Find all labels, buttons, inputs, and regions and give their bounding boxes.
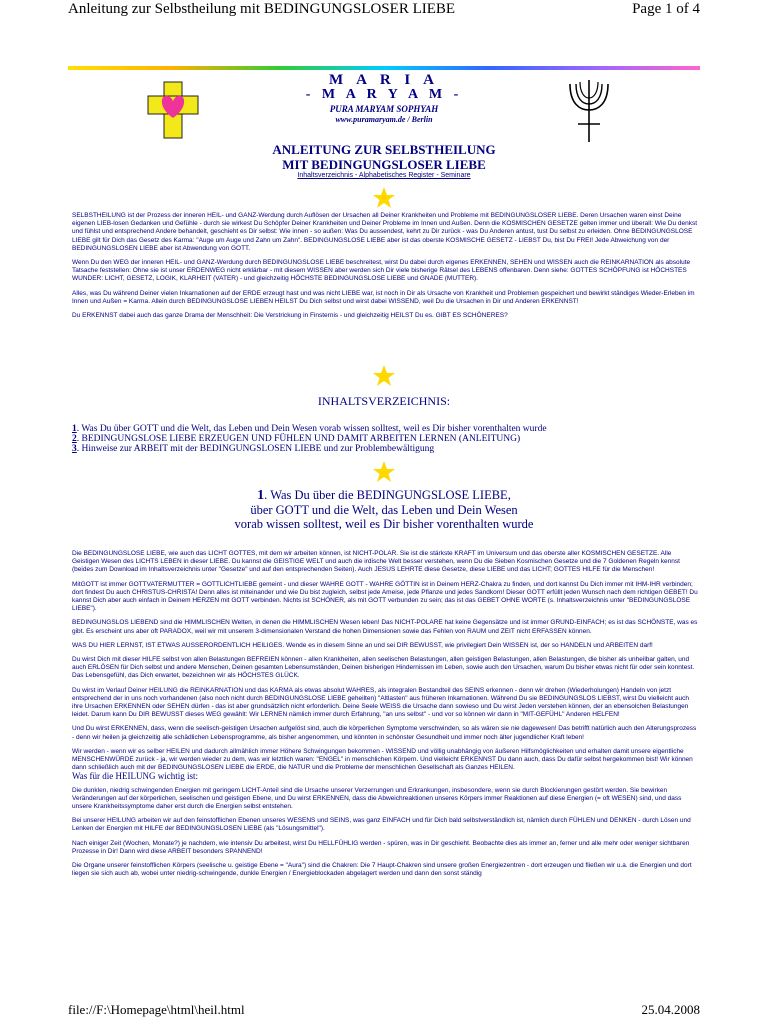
intro-paragraph: SELBSTHEILUNG ist der Prozess der inneren HEIL- und GANZ-Werdung durch Auflösen der Ursachen all Deiner Krankheiten und Probleme mit BEDINGUNGSLOSER LIEBE. Deren Ursachen waren einst Deine eigenen LIEB-losen Gedanken und Gefühle - durch sie wirkest Du Schöpfer Deiner Krankheiten und Deiner Probleme im Innen und Außen. Denn die KOSMISCHEN GESETZE gelten immer und überall: Wie Du denkst und fühlst und entsprechend Andere behandelt, geschieht es Dir selbst: Wie innen - so außen: Was Du aussendest, kehrt zu Dir zurück - was Du Anderen antust, tust Du selbst zu erleiden. Ohne BEDINGUNGSLOSE LIEBE gilt für Dich das Gesetz des Karma: "Auge um Auge und Zahn um Zahn". BEDINGUNGSLOSE LIEBE aber ist das oberste KOSMISCHE GESETZ - LIEBST Du, bist Du FREI! Jede Abweichung von der BEDINGUNGSLOSEN LIEBE aber ist Abwendung von GOTT. bbox=[72, 212, 698, 252]
rainbow-divider bbox=[68, 66, 700, 70]
toc-item[interactable]: 3. Hinweise zur ARBEIT mit der BEDINGUNGSLOSEN LIEBE und zur Problembewältigung bbox=[72, 444, 435, 454]
section-paragraph: Du wirst im Verlauf Deiner HEILUNG die REINKARNATION und das KARMA als etwas absolut WAHRES, als integralen Bestandteil des SEINS erkennen - denn wir drehen (Wiederholungen) Handeln von jetzt entsprechend der in uns noch vorhandenen (also noch nicht durch BEDINGUNGSLOSE LIEBE geheilten) "Altlasten" aus früheren Inkarnationen. Während Du sie BEDINGUNGSLOS LIEBST, wirst Du vielleicht auch ihre Ursachen ERKENNEN oder SEHEN dürfen - das ist aber grundsätzlich nicht erforderlich. Deine Seele WEISS die Ursache dann sowieso und Du wirst Jeden verstehen können, der an ebensolchen Belastungen leidet. Darum kann Du DIR BEWUSST dieses WEG gewählt: Wir LERNEN nämlich immer durch Erfahrung, "an uns selbst" - und vor so können wir dann in "MIT-GEFÜHL" Anderen HELFEN! bbox=[72, 686, 690, 719]
intro-paragraph: Wenn Du den WEG der inneren HEIL- und GANZ-Werdung durch BEDINGUNGSLOSE LIEBE beschreitest, wirst Du dabei durch eigenes ERKENNEN, SEHEN und WISSEN auch die REINKARNATION als absolute Tatsache feststellen: Ohne sie ist unser ERDENWEG nicht erklärbar - mit diesem WISSEN aber werden sich Dir viele bisherige Rätsel des LEBENS offenbaren. Denn siehe: GOTTES SCHÖPFUNG ist HÖCHSTES WUNDER: LICHT, GESETZ, LOGIK, KLARHEIT (VATER) - und gleichzeitig HÖCHSTE BEDINGUNGSLOSE LIEBE und GNADE (MUTTER). bbox=[72, 259, 691, 283]
page-title-line2: MIT BEDINGUNGSLOSER LIEBE bbox=[282, 157, 486, 172]
section-paragraph: Nach einiger Zeit (Wochen, Monate?) je nachdem, wie intensiv Du arbeitest, wirst Du HELLFÜHLIG werden - spüren, was in Dir geschieht. Beobachte dies als immer an, ferner und alle mehr oder weniger sichtbaren Prozesse in Dir! Dann wird diese ARBEIT besonders SPANNEND! bbox=[72, 839, 690, 855]
section-paragraph: Wir werden - wenn wir es selber HEILEN und dadurch allmählich immer Höhere Schwingungen bekommen - WISSEND und völlig unabhängig von äußeren Hilfsmöglichkeiten und erhalten damit unsere eigentliche MENSCHENWÜRDE zurück - ja, wir werden wieder zu dem, was wir letztlich waren: "ENGEL" in menschlichen Körpern. Und vielleicht ERKENNST Du dann auch, dass Du dafür selbst hergekommen bist! Wir können dann schließlich auch mit der BEDINGUNGSLOSEN LIEBE die ERDE, die NATUR und die Probleme der menschlichen Gesellschaft als Ganzes HEILEN. bbox=[72, 747, 693, 772]
section-paragraph: Die dunklen, niedrig schwingenden Energien mit geringem LICHT-Anteil sind die Ursache unserer Verzerrungen und Erkrankungen, insbesondere, wenn sie durch Blockierungen gestört werden. Sie bewirken Veränderungen auf der körperlichen, seelischen und geistigen Ebene, und Du wirst ERKENNEN, dass die Abweichreaktionen unseres Körpers immer Reaktionen auf diese Energien (= oft WESEN) sind, und dass unsere Krankheitssymptome daher erst durch die Energien selbst entstehen. bbox=[72, 786, 682, 811]
page-title-line1: ANLEITUNG ZUR SELBSTHEILUNG bbox=[272, 142, 496, 157]
brand-name: M A R I A bbox=[328, 72, 439, 88]
brand-subname: - M A R Y A M - bbox=[305, 87, 463, 102]
section-body bbox=[72, 550, 698, 885]
brand-tagline: PURA MARYAM SOPHYAH bbox=[329, 104, 439, 114]
section-paragraph: Die BEDINGUNGSLOSE LIEBE, wie auch das LICHT GOTTES, mit dem wir arbeiten können, ist NICHT-POLAR. Sie ist die stärkste KRAFT im Universum und das oberste aller KOSMISCHEN GESETZE. Alle Geistigen Wesen des LICHTS LEBEN in dieser LIEBE. Du kannst die GEISTIGE WELT und auch die irdische Welt besser verstehen, wenn Du die Sieben Kosmischen Gesetze und die 7 Goldenen Regeln kennst (beides zum Download im Inhaltsverzeichnis unter "Gesetze" und auf den entsprechenden Seiten). Auch JESUS LEHRTE diese Gesetze, diese LIEBE und das LICHT; GOTTES HILFE für die Menschen! bbox=[72, 550, 680, 574]
intro-paragraph: Du ERKENNST dabei auch das ganze Drama der Menschheit: Die Verstrickung in Finsternis - und gleichzeitig HEILST Du es. GIBT ES SCHÖNERES? bbox=[72, 312, 508, 320]
section-paragraph: Die Organe unserer feinstofflichen Körpers (seelische u. geistige Ebene = "Aura") sind die Chakren: Die 7 Haupt-Chakren sind unsere großen Energiezentren - dort erzeugen und fließen wir u.a. die Energien und dort liegen sie sich auch ab, wobei unter niedrig-schwingende, dunkle Energien / Energieblockaden abgelagert werden und dann den sonst ständig bbox=[72, 862, 692, 878]
page-indicator: Page 1 of 4 bbox=[632, 1, 700, 17]
nav-links[interactable]: Inhaltsverzeichnis - Alphabetisches Register - Seminare bbox=[297, 172, 471, 179]
star-icon bbox=[372, 460, 396, 484]
table-of-contents bbox=[72, 424, 692, 454]
print-date: 25.04.2008 bbox=[641, 1002, 700, 1017]
toc-heading: INHALTSVERZEICHNIS: bbox=[317, 394, 451, 408]
file-path: file://F:\Homepage\html\heil.html bbox=[68, 1002, 245, 1017]
document-title: Anleitung zur Selbstheilung mit BEDINGUNGSLOSER LIEBE bbox=[68, 1, 456, 17]
star-icon bbox=[372, 186, 396, 210]
section-paragraph: BEDINGUNGSLOS LIEBEND sind die HIMMLISCHEN Welten, in denen die HIMMLISCHEN Wesen leben! Das NICHT-POLARE hat keine Gegensätze und ist immer GRUND-EINFACH; es ist das SCHÖNSTE, was es gibt. Es erscheint uns aber oft PARADOX, weil wir mit unserem 3-dimensionalen Verstand die hohen Dimensionen sowie das Fehlen von RAUM und ZEIT nicht ERFASSEN können. bbox=[72, 619, 698, 635]
toc-item[interactable]: 2. BEDINGUNGSLOSE LIEBE ERZEUGEN UND FÜHLEN UND DAMIT ARBEITEN LERNEN (ANLEITUNG) bbox=[72, 434, 521, 444]
subheading: Was für die HEILUNG wichtig ist: bbox=[72, 771, 198, 782]
print-header bbox=[0, 0, 768, 20]
website-link[interactable]: www.puramaryam.de / Berlin bbox=[335, 115, 433, 124]
page-title bbox=[140, 142, 628, 172]
intro-paragraph: Alles, was Du während Deiner vielen Inkarnationen auf der ERDE erzeugt hast und was nicht LIEBE war, ist noch in Dir als Ursache von Krankheit und Problemen gespeichert und bewirkt ständiges Wieder-Erleben im Innen und Außen = Karma. Allein durch BEDINGUNGSLOSE LIEBEN HEILST Du Dich selbst und wirst dabei WISSEND, weil Du die Ursachen in Dir und Anderen ERKENNST! bbox=[72, 289, 695, 305]
section-paragraph: Und Du wirst ERKENNEN, dass, wenn die seelisch-geistigen Ursachen aufgelöst sind, auch die körperlichen Symptome verschwinden, so als wären sie nie dagewesen! Das betrifft natürlich auch den Alterungsprozess - denn wir heilen ja gleichzeitig alle schädlichen Lebensprogramme, als bisher angenommen, und könnten in schönster Gesundheit und immer noch älter jugendlicher Kraft leben! bbox=[72, 725, 697, 741]
star-icon bbox=[372, 364, 396, 388]
intro-text bbox=[72, 212, 698, 326]
section-paragraph: Bei unserer HEILUNG arbeiten wir auf den feinstofflichen Ebenen unseres WESENS und SEINS, was ganz EINFACH und für Dich bald selbstverständlich ist, nämlich durch FÜHLEN und DENKEN - durch Lösen und Lenken der Energien mit HILFE der BEDINGUNGSLOSEN LIEBE (als "Lösungsmittel"). bbox=[72, 817, 691, 833]
section-heading: 1. Was Du über die BEDINGUNGSLOSE LIEBE, über GOTT und die Welt, das Leben und Dein Wesen vorab wissen solltest, weil es Dir bisher vorenthalten wurde bbox=[234, 488, 534, 531]
section-paragraph: WAS DU HIER LERNST, IST ETWAS AUSSERORDENTLICH HEILIGES. Wende es in diesem Sinne an und sei DIR BEWUSST, wie privilegiert Dein WISSEN ist, der so HANDELN und ARBEITEN darf! bbox=[72, 641, 653, 649]
toc-item[interactable]: 1. Was Du über GOTT und die Welt, das Leben und Dein Wesen vorab wissen solltest, weil es Dir bisher vorenthalten wurde bbox=[72, 424, 547, 434]
section-paragraph: MitGOTT ist immer GOTTVATERMUTTER = GOTTLICHTLIEBE gemeint - und dieser WAHRE GOTT - WAHRE GÖTTIN ist in Deinem HERZ-Chakra zu finden, und dort kannst Du Dich immer mit IHM-IHR verbinden; dort findest Du auch CHRISTUS-CHRISTA! Denn alles ist miteinander und wie Du bist zugleich, selbst jede Ameise, jede Pflanze und jedes Sandkorn! Dieser GOTT erfüllt jeden Wunsch nach dem richtigen GEBET! Du kannst Dich aber auch einfach in Deinem HERZEN mit GOTT verbinden. Nichts ist SCHÖNER, als mit GOTT verbunden zu sein; das ist das GEBET OHNE WORTE (s. Inhaltsverzeichnis unter "BEDINGUNGSLOSE LIEBE"). bbox=[72, 580, 698, 613]
section-paragraph: Du wirst Dich mit dieser HILFE selbst von allen Belastungen BEFREIEN können - allen Krankheiten, allen seelischen Belastungen, allen geistigen Belastungen, allen Belastungen, die bisher als unheilbar galten, und auch ERLÖSEN für Dich selbst und andere Menschen, Deinen gesamten Lebensumständen, Deinen bisherigen Hindernissen im Leben, sowie auch den Ursachen, warum Du bisher etwas nicht für oder sein konntest. Das Lebensgefühl, das Dich erwartet, bezeichnen wir als HÖCHSTES GLÜCK. bbox=[72, 656, 695, 680]
